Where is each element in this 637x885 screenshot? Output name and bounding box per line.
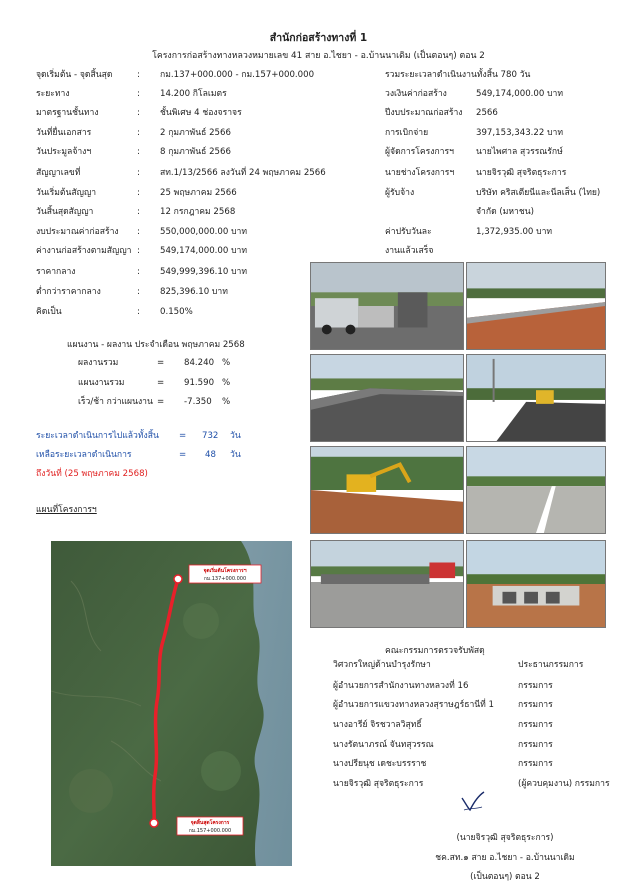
info-left-row — [36, 126, 336, 140]
info-left-colon: : — [137, 168, 140, 178]
signature-name: (นายจิรวุฒิ สุจริตธุระการ) — [456, 833, 554, 843]
info-right-row — [385, 225, 625, 239]
info-left-row — [36, 244, 336, 258]
map-heading: แผนที่โครงการฯ — [36, 505, 97, 515]
committee-member-name: นายจิรวุฒิ สุจริตธุระการ — [333, 779, 424, 789]
committee-member-role: กรรมการ — [518, 700, 553, 710]
map-end-km: กม.157+000.000 — [188, 828, 232, 834]
info-left-label: ราคากลาง — [36, 267, 76, 277]
info-left-row — [36, 166, 336, 180]
site-photo-asphalt-road — [310, 354, 464, 442]
progress-eq: = — [157, 397, 165, 407]
info-left-label: มาตรฐานชั้นทาง — [36, 108, 99, 118]
page-title: สำนักก่อสร้างทางที่ 1 — [269, 32, 368, 44]
info-left-value: สท.1/13/2566 ลงวันที่ 24 พฤษภาคม 2566 — [160, 168, 326, 178]
info-right-row — [385, 68, 625, 82]
site-photo-road-roller — [466, 354, 606, 442]
info-left-colon: : — [137, 207, 140, 217]
info-left-colon: : — [137, 108, 140, 118]
elapsed-eq: = — [179, 431, 187, 441]
info-left-colon: : — [137, 188, 140, 198]
info-left-row — [36, 265, 336, 279]
info-left-value: 2 กุมภาพันธ์ 2566 — [160, 128, 231, 138]
committee-member-name: นางรัตนาภรณ์ จันทสุวรรณ — [333, 740, 434, 750]
remaining-value: 48 — [205, 450, 216, 460]
committee-member-role: กรรมการ — [518, 740, 553, 750]
remaining-unit: วัน — [230, 450, 241, 460]
info-right-label: ผู้จัดการโครงการฯ — [385, 147, 454, 157]
remaining-eq: = — [179, 450, 187, 460]
info-left-row — [36, 68, 336, 82]
progress-value: 91.590 — [184, 378, 215, 388]
site-photo-concrete-road — [466, 446, 606, 534]
progress-unit: % — [222, 358, 231, 368]
info-left-colon: : — [137, 70, 140, 80]
remaining-label: เหลือระยะเวลาดำเนินการ — [36, 450, 132, 460]
info-right-value: บริษัท คริสเตียนีและนีลเส็น (ไทย) — [476, 188, 601, 198]
info-left-label: วันที่ยื่นเอกสาร — [36, 128, 92, 138]
info-left-label: สัญญาเลขที่ — [36, 168, 81, 178]
info-left-colon: : — [137, 287, 140, 297]
info-left-colon: : — [137, 128, 140, 138]
info-left-colon: : — [137, 89, 140, 99]
map-start-label: จุดเริ่มต้นโครงการฯ — [203, 568, 247, 574]
info-right-label: การเบิกจ่าย — [385, 128, 429, 138]
info-right-value: 397,153,343.22 บาท — [476, 128, 564, 138]
info-left-row — [36, 145, 336, 159]
elapsed-unit: วัน — [230, 431, 241, 441]
info-left-label: วันเริ่มต้นสัญญา — [36, 188, 97, 198]
project-subtitle: โครงการก่อสร้างทางหลวงหมายเลข 41 สาย อ.ไชยา - อ.บ้านนาเดิม (เป็นตอนๆ) ตอน 2 — [152, 51, 485, 61]
info-left-value: 549,174,000.00 บาท — [160, 246, 248, 256]
info-right-row — [385, 87, 625, 101]
site-photo-concrete-pouring — [310, 540, 464, 628]
signature-position-line2: (เป็นตอนๆ) ตอน 2 — [470, 872, 540, 882]
committee-member-role: ประธานกรรมการ — [518, 660, 584, 670]
map-end-label: จุดสิ้นสุดโครงการ — [190, 820, 230, 826]
info-left-colon: : — [137, 147, 140, 157]
info-right-value: นายไพศาล สุวรรณรักษ์ — [476, 147, 563, 157]
map-start-km: กม.137+000.000 — [203, 576, 247, 582]
info-left-colon: : — [137, 307, 140, 317]
progress-unit: % — [222, 378, 231, 388]
committee-heading: คณะกรรมการตรวจรับพัสดุ — [385, 646, 485, 656]
info-left-label: วันสิ้นสุดสัญญา — [36, 207, 94, 217]
info-right-row — [385, 205, 625, 219]
info-right-value: จำกัด (มหาชน) — [476, 207, 534, 217]
committee-member-name: วิศวกรใหญ่ด้านบำรุงรักษา — [333, 660, 431, 670]
info-left-label: คิดเป็น — [36, 307, 62, 317]
progress-label: เร็ว/ช้า กว่าแผนงาน — [78, 397, 153, 407]
elapsed-value: 732 — [202, 431, 219, 441]
info-left-row — [36, 205, 336, 219]
info-right-value: 2566 — [476, 108, 498, 118]
info-left-label: ระยะทาง — [36, 89, 70, 99]
info-right-label: ค่าปรับวันละ — [385, 227, 432, 237]
info-left-row — [36, 87, 336, 101]
project-map — [51, 541, 292, 866]
info-left-label: ต่ำกว่าราคากลาง — [36, 287, 101, 297]
info-left-value: 550,000,000.00 บาท — [160, 227, 248, 237]
progress-label: ผลงานรวม — [78, 358, 119, 368]
info-left-value: 25 พฤษภาคม 2566 — [160, 188, 237, 198]
info-right-label: ผู้รับจ้าง — [385, 188, 415, 198]
info-right-row — [385, 166, 625, 180]
committee-member-name: ผู้อำนวยการสำนักงานทางหลวงที่ 16 — [333, 681, 469, 691]
progress-value: 84.240 — [184, 358, 215, 368]
info-left-colon: : — [137, 267, 140, 277]
info-left-colon: : — [137, 227, 140, 237]
progress-heading: แผนงาน - ผลงาน ประจำเดือน พฤษภาคม 2568 — [67, 340, 245, 350]
committee-member-name: นางอารีย์ จิรชวาลวิสุทธิ์ — [333, 720, 422, 730]
info-left-value: ชั้นพิเศษ 4 ช่องจราจร — [160, 108, 242, 118]
elapsed-label: ระยะเวลาดำเนินการไปแล้วทั้งสิ้น — [36, 431, 159, 441]
site-photo-box-culvert — [466, 540, 606, 628]
info-left-row — [36, 285, 336, 299]
committee-member-role: (ผู้ควบคุมงาน) กรรมการ — [518, 779, 610, 789]
committee-member-role: กรรมการ — [518, 681, 553, 691]
info-right-label: รวมระยะเวลาดำเนินงานทั้งสิ้น 780 วัน — [385, 70, 531, 80]
info-right-row — [385, 244, 625, 258]
info-left-value: 825,396.10 บาท — [160, 287, 228, 297]
info-left-value: 8 กุมภาพันธ์ 2566 — [160, 147, 231, 157]
info-left-value: 549,999,396.10 บาท — [160, 267, 248, 277]
progress-value: -7.350 — [184, 397, 212, 407]
info-left-label: ค่างานก่อสร้างตามสัญญา — [36, 246, 132, 256]
info-left-label: วันประมูลจ้างฯ — [36, 147, 92, 157]
info-right-row — [385, 186, 625, 200]
as-of-date: ถึงวันที่ (25 พฤษภาคม 2568) — [36, 469, 148, 479]
progress-unit: % — [222, 397, 231, 407]
signature-position-line1: ชค.สท.๑ สาย อ.ไชยา - อ.บ้านนาเดิม — [435, 853, 575, 863]
info-right-value: 549,174,000.00 บาท — [476, 89, 564, 99]
site-photo-excavator — [310, 446, 464, 534]
info-left-row — [36, 305, 336, 319]
site-photo-milling-truck — [310, 262, 464, 350]
info-right-value: นายจิรวุฒิ สุจริตธุระการ — [476, 168, 567, 178]
info-left-value: 12 กรกฎาคม 2568 — [160, 207, 236, 217]
committee-member-name: นางปรียนุช เดชะบรรราช — [333, 759, 427, 769]
info-right-label: งานแล้วเสร็จ — [385, 246, 434, 256]
info-left-value: 0.150% — [160, 307, 193, 317]
info-right-value: 1,372,935.00 บาท — [476, 227, 553, 237]
info-left-row — [36, 186, 336, 200]
signature-mark — [458, 790, 488, 814]
committee-member-name: ผู้อำนวยการแขวงทางหลวงสุราษฎร์ธานีที่ 1 — [333, 700, 495, 710]
info-left-value: กม.137+000.000 - กม.157+000.000 — [160, 70, 315, 80]
info-right-row — [385, 106, 625, 120]
info-right-label: ปีงบประมาณก่อสร้าง — [385, 108, 463, 118]
info-left-label: จุดเริ่มต้น - จุดสิ้นสุด — [36, 70, 113, 80]
committee-member-role: กรรมการ — [518, 720, 553, 730]
progress-label: แผนงานรวม — [78, 378, 125, 388]
info-right-label: นายช่างโครงการฯ — [385, 168, 455, 178]
info-right-row — [385, 126, 625, 140]
progress-eq: = — [157, 358, 165, 368]
info-left-row — [36, 106, 336, 120]
info-left-label: งบประมาณค่าก่อสร้าง — [36, 227, 119, 237]
site-photo-subgrade — [466, 262, 606, 350]
info-left-value: 14.200 กิโลเมตร — [160, 89, 227, 99]
info-left-row — [36, 225, 336, 239]
committee-member-role: กรรมการ — [518, 759, 553, 769]
progress-eq: = — [157, 378, 165, 388]
info-right-row — [385, 145, 625, 159]
info-left-colon: : — [137, 246, 140, 256]
info-right-label: วงเงินค่าก่อสร้าง — [385, 89, 447, 99]
